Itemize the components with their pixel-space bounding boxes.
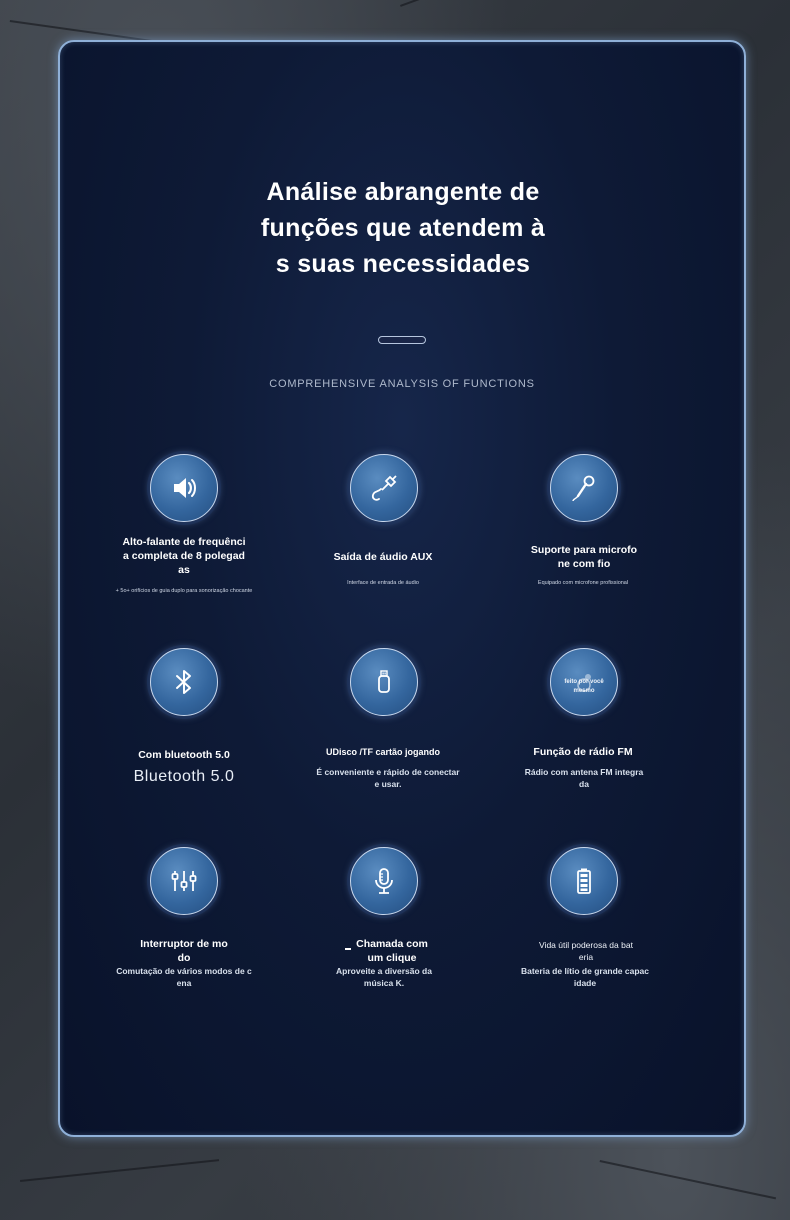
speaker-icon	[150, 454, 218, 522]
dash-mark	[345, 948, 351, 950]
feature-desc: Rádio com antena FM integrada	[524, 767, 644, 789]
feature-title: UDisco /TF cartão jogando	[325, 747, 440, 757]
battery-icon	[550, 847, 618, 915]
page-subtitle: COMPREHENSIVE ANALYSIS OF FUNCTIONS	[269, 378, 535, 390]
feature-desc: Aproveite a diversão da música K.	[336, 966, 432, 988]
feature-desc: Bluetooth 5.0	[133, 768, 235, 785]
feature-title: Função de rádio FM	[533, 746, 633, 758]
feature-title: Com bluetooth 5.0	[138, 749, 230, 761]
feature-panel	[58, 40, 746, 1137]
feature-title: Alto-falante de frequência completa de 8 polegadas	[122, 536, 246, 576]
feature-title: Chamada com um clique	[356, 938, 428, 964]
feature-desc: É conveniente e rápido de conectar e usar.	[316, 767, 460, 789]
title-divider	[378, 336, 426, 344]
feature-desc: Interface de entrada de áudio	[347, 580, 419, 586]
aux-cable-icon	[350, 454, 418, 522]
page-title: Análise abrangente de funções que atendem às suas necessidades	[260, 178, 546, 278]
usb-drive-icon	[350, 648, 418, 716]
feature-desc: + 5o+ orifícios de guia duplo para sonorização chocante	[115, 588, 253, 594]
feature-desc: Bateria de lítio de grande capacidade	[520, 966, 649, 988]
equalizer-icon	[150, 847, 218, 915]
radio-overlay-text: feito por você mesmo	[564, 679, 604, 694]
feature-title: Vida útil poderosa da bateria	[539, 940, 633, 962]
feature-desc: Comutação de vários modos de cena	[116, 966, 252, 988]
feature-title: Interruptor de modo	[140, 938, 228, 964]
feature-desc: Equipado com microfone profissional	[537, 580, 629, 586]
microphone-icon	[550, 454, 618, 522]
feature-title: Saída de áudio AUX	[333, 551, 433, 563]
studio-mic-icon	[350, 847, 418, 915]
feature-title: Suporte para microfone com fio	[530, 544, 638, 570]
bluetooth-icon	[150, 648, 218, 716]
